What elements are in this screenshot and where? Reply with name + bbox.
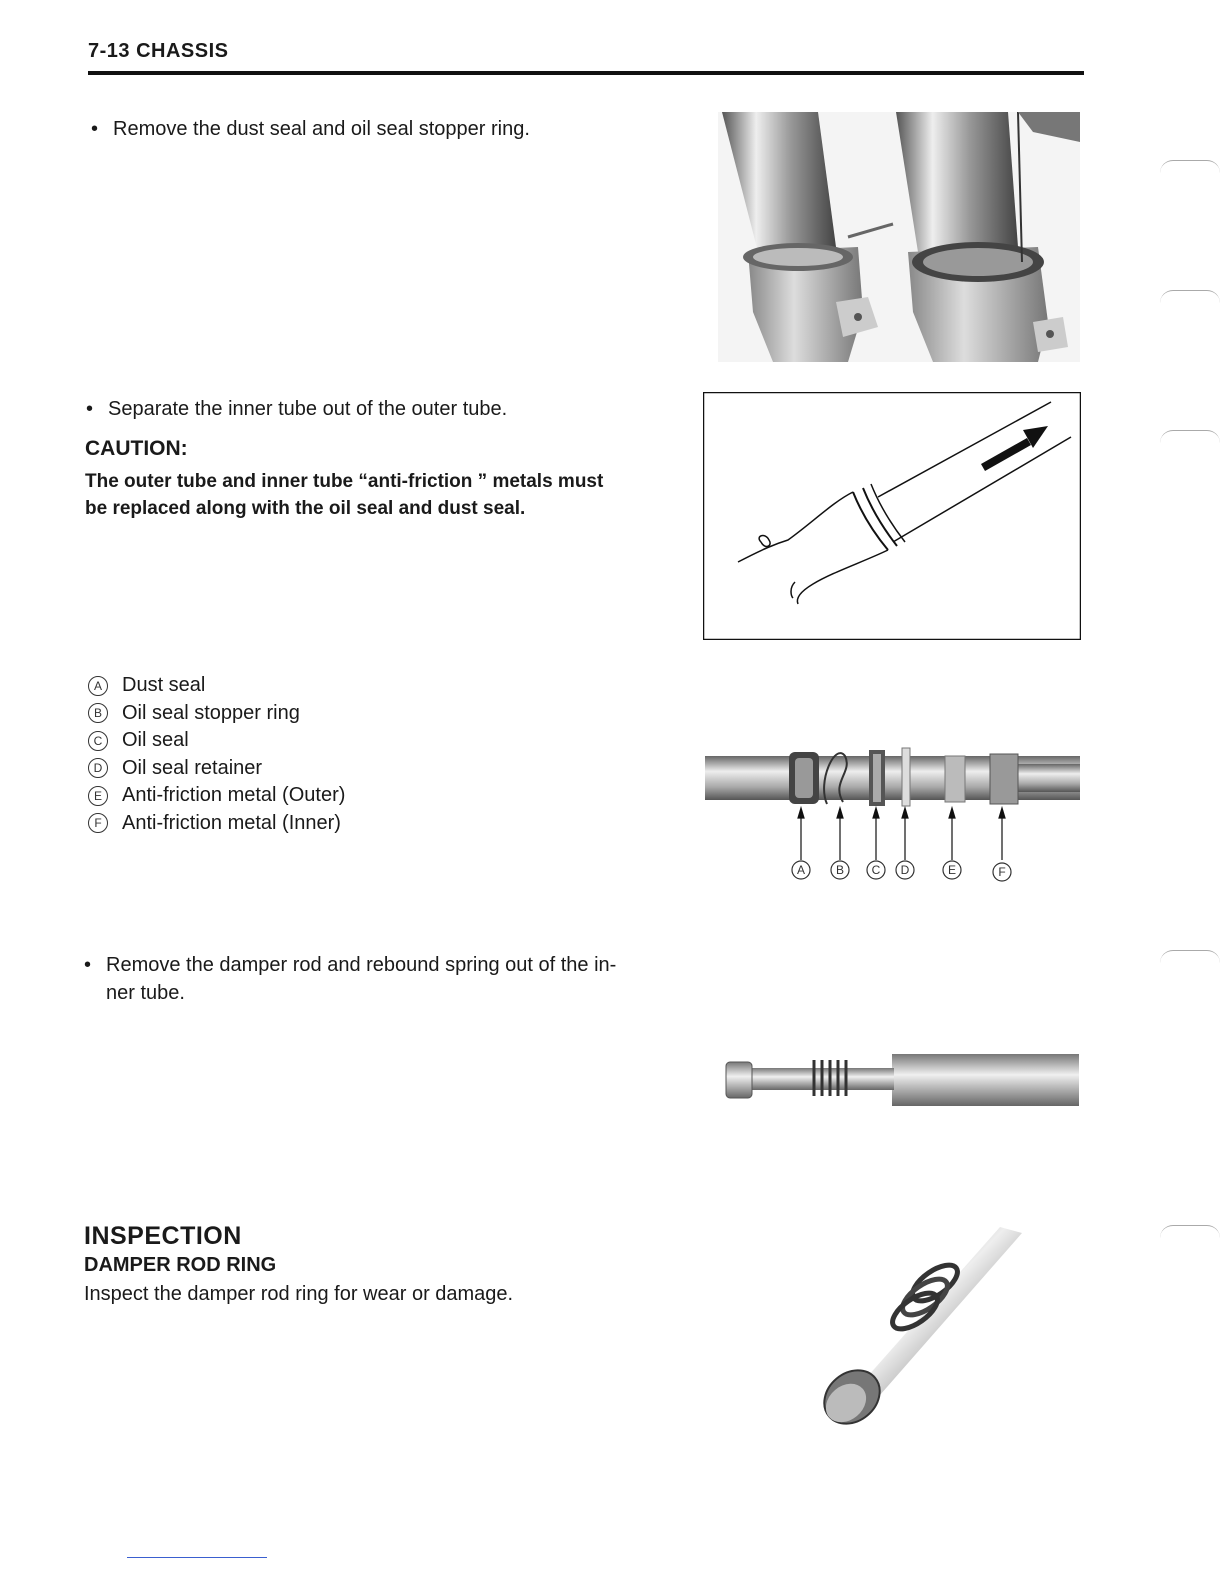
caution-line-2: be replaced along with the oil seal and dust seal. <box>85 498 526 519</box>
legend-label: Anti-friction metal (Outer) <box>122 784 346 807</box>
footer-rule <box>127 1557 267 1558</box>
scan-margin-mark <box>1160 950 1220 963</box>
caution-line-1: The outer tube and inner tube “anti-friction ” metals must <box>85 471 604 492</box>
damper-rod <box>742 1068 894 1090</box>
legend-label: Dust seal <box>122 674 206 697</box>
legend-label: Oil seal retainer <box>122 756 263 779</box>
legend-label: Oil seal <box>122 729 189 752</box>
photo-damper-rod-ring <box>800 1225 1030 1435</box>
legend-item <box>88 782 345 810</box>
legend-item <box>88 810 345 838</box>
step-remove-damper-rod <box>106 952 616 1007</box>
callout-e-letter: E <box>947 863 957 877</box>
legend-letter: D <box>88 758 108 778</box>
scan-margin-mark <box>1160 1225 1220 1238</box>
scan-margin-mark <box>1160 160 1220 173</box>
illustration-separate-tubes <box>703 392 1081 640</box>
legend-letter: E <box>88 786 108 806</box>
legend-item <box>88 672 345 700</box>
legend-letter: B <box>88 703 108 723</box>
legend-letter: C <box>88 731 108 751</box>
photo-seal-parts <box>705 742 1080 887</box>
legend-item <box>88 700 345 728</box>
legend-label: Anti-friction metal (Inner) <box>122 811 341 834</box>
step-3-line-2: ner tube. <box>106 982 185 1004</box>
parts-legend <box>88 672 345 837</box>
callout-d-letter: D <box>900 863 910 877</box>
legend-letter: F <box>88 813 108 833</box>
legend-item <box>88 727 345 755</box>
part-seal-retainer <box>902 748 910 806</box>
caution-heading: CAUTION: <box>85 437 188 460</box>
legend-item <box>88 755 345 783</box>
legend-label: Oil seal stopper ring <box>122 701 300 724</box>
header-rule <box>88 71 1084 75</box>
section-title: INSPECTION <box>84 1222 242 1250</box>
inner-tube <box>892 1054 1079 1106</box>
step-separate-tubes: • Separate the inner tube out of the outer tube. <box>108 396 507 423</box>
part-metal-inner <box>990 754 1018 804</box>
photo-remove-dust-seal <box>718 112 1080 362</box>
subsection-title: DAMPER ROD RING <box>84 1254 277 1276</box>
scan-margin-mark <box>1160 290 1220 303</box>
legend-letter: A <box>88 676 108 696</box>
step-3-line-1: • Remove the damper rod and rebound spring out of the in- <box>106 954 617 976</box>
step-remove-dust-seal: • Remove the dust seal and oil seal stopper ring. <box>113 116 530 143</box>
callout-a-letter: A <box>796 863 806 877</box>
callout-b-letter: B <box>835 863 845 877</box>
photo-damper-rod <box>722 1050 1079 1108</box>
callout-c-letter: C <box>871 863 881 877</box>
scan-margin-mark <box>1160 430 1220 443</box>
caution-body <box>85 468 685 522</box>
callout-arrows <box>798 808 1005 860</box>
inspection-text: Inspect the damper rod ring for wear or damage. <box>84 1283 514 1305</box>
part-metal-outer <box>945 756 965 802</box>
page-header: 7-13 CHASSIS <box>88 40 229 62</box>
callout-f-letter: F <box>998 865 1006 879</box>
